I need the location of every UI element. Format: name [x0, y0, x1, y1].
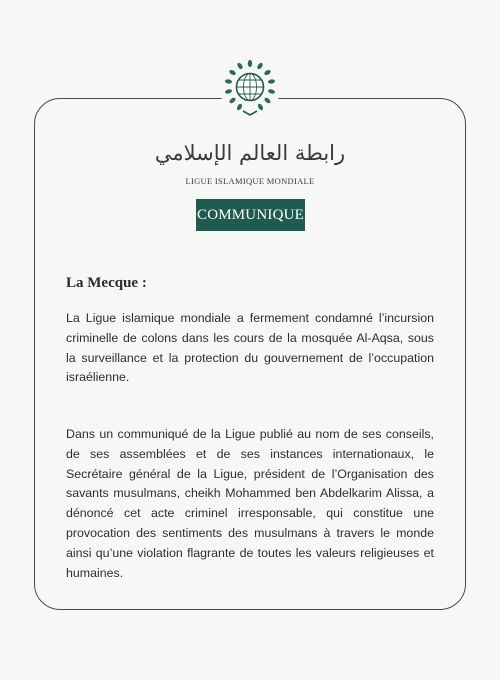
globe-laurel-emblem-icon	[220, 59, 280, 119]
dateline: La Mecque :	[66, 275, 147, 291]
paragraph-2: Dans un communiqué de la Ligue publié au nom de ses conseils, de ses assemblées et de ses instances internationaux, le Secrétaire général de la Ligue, président de l’Organisation des savants musulmans, cheikh Mohammed ben Abdelkarim Alissa, a dénoncé cet acte criminel irresponsable, qui constitue une provocation des sentiments des musulmans à travers le monde ainsi qu’une violation flagrante de toutes les valeurs religieuses et humaines.	[66, 427, 434, 580]
communique-badge: COMMUNIQUE	[196, 199, 305, 231]
paragraph-1: La Ligue islamique mondiale a fermement condamné l’incursion criminelle de colons dans les cours de la mosquée Al-Aqsa, sous la surveillance et la protection du gouvernement de l’occupation israélienne.	[66, 311, 434, 385]
organization-name: LIGUE ISLAMIQUE MONDIALE	[185, 176, 315, 186]
arabic-organization-name: رابطة العالم الإسلامي	[154, 141, 346, 165]
